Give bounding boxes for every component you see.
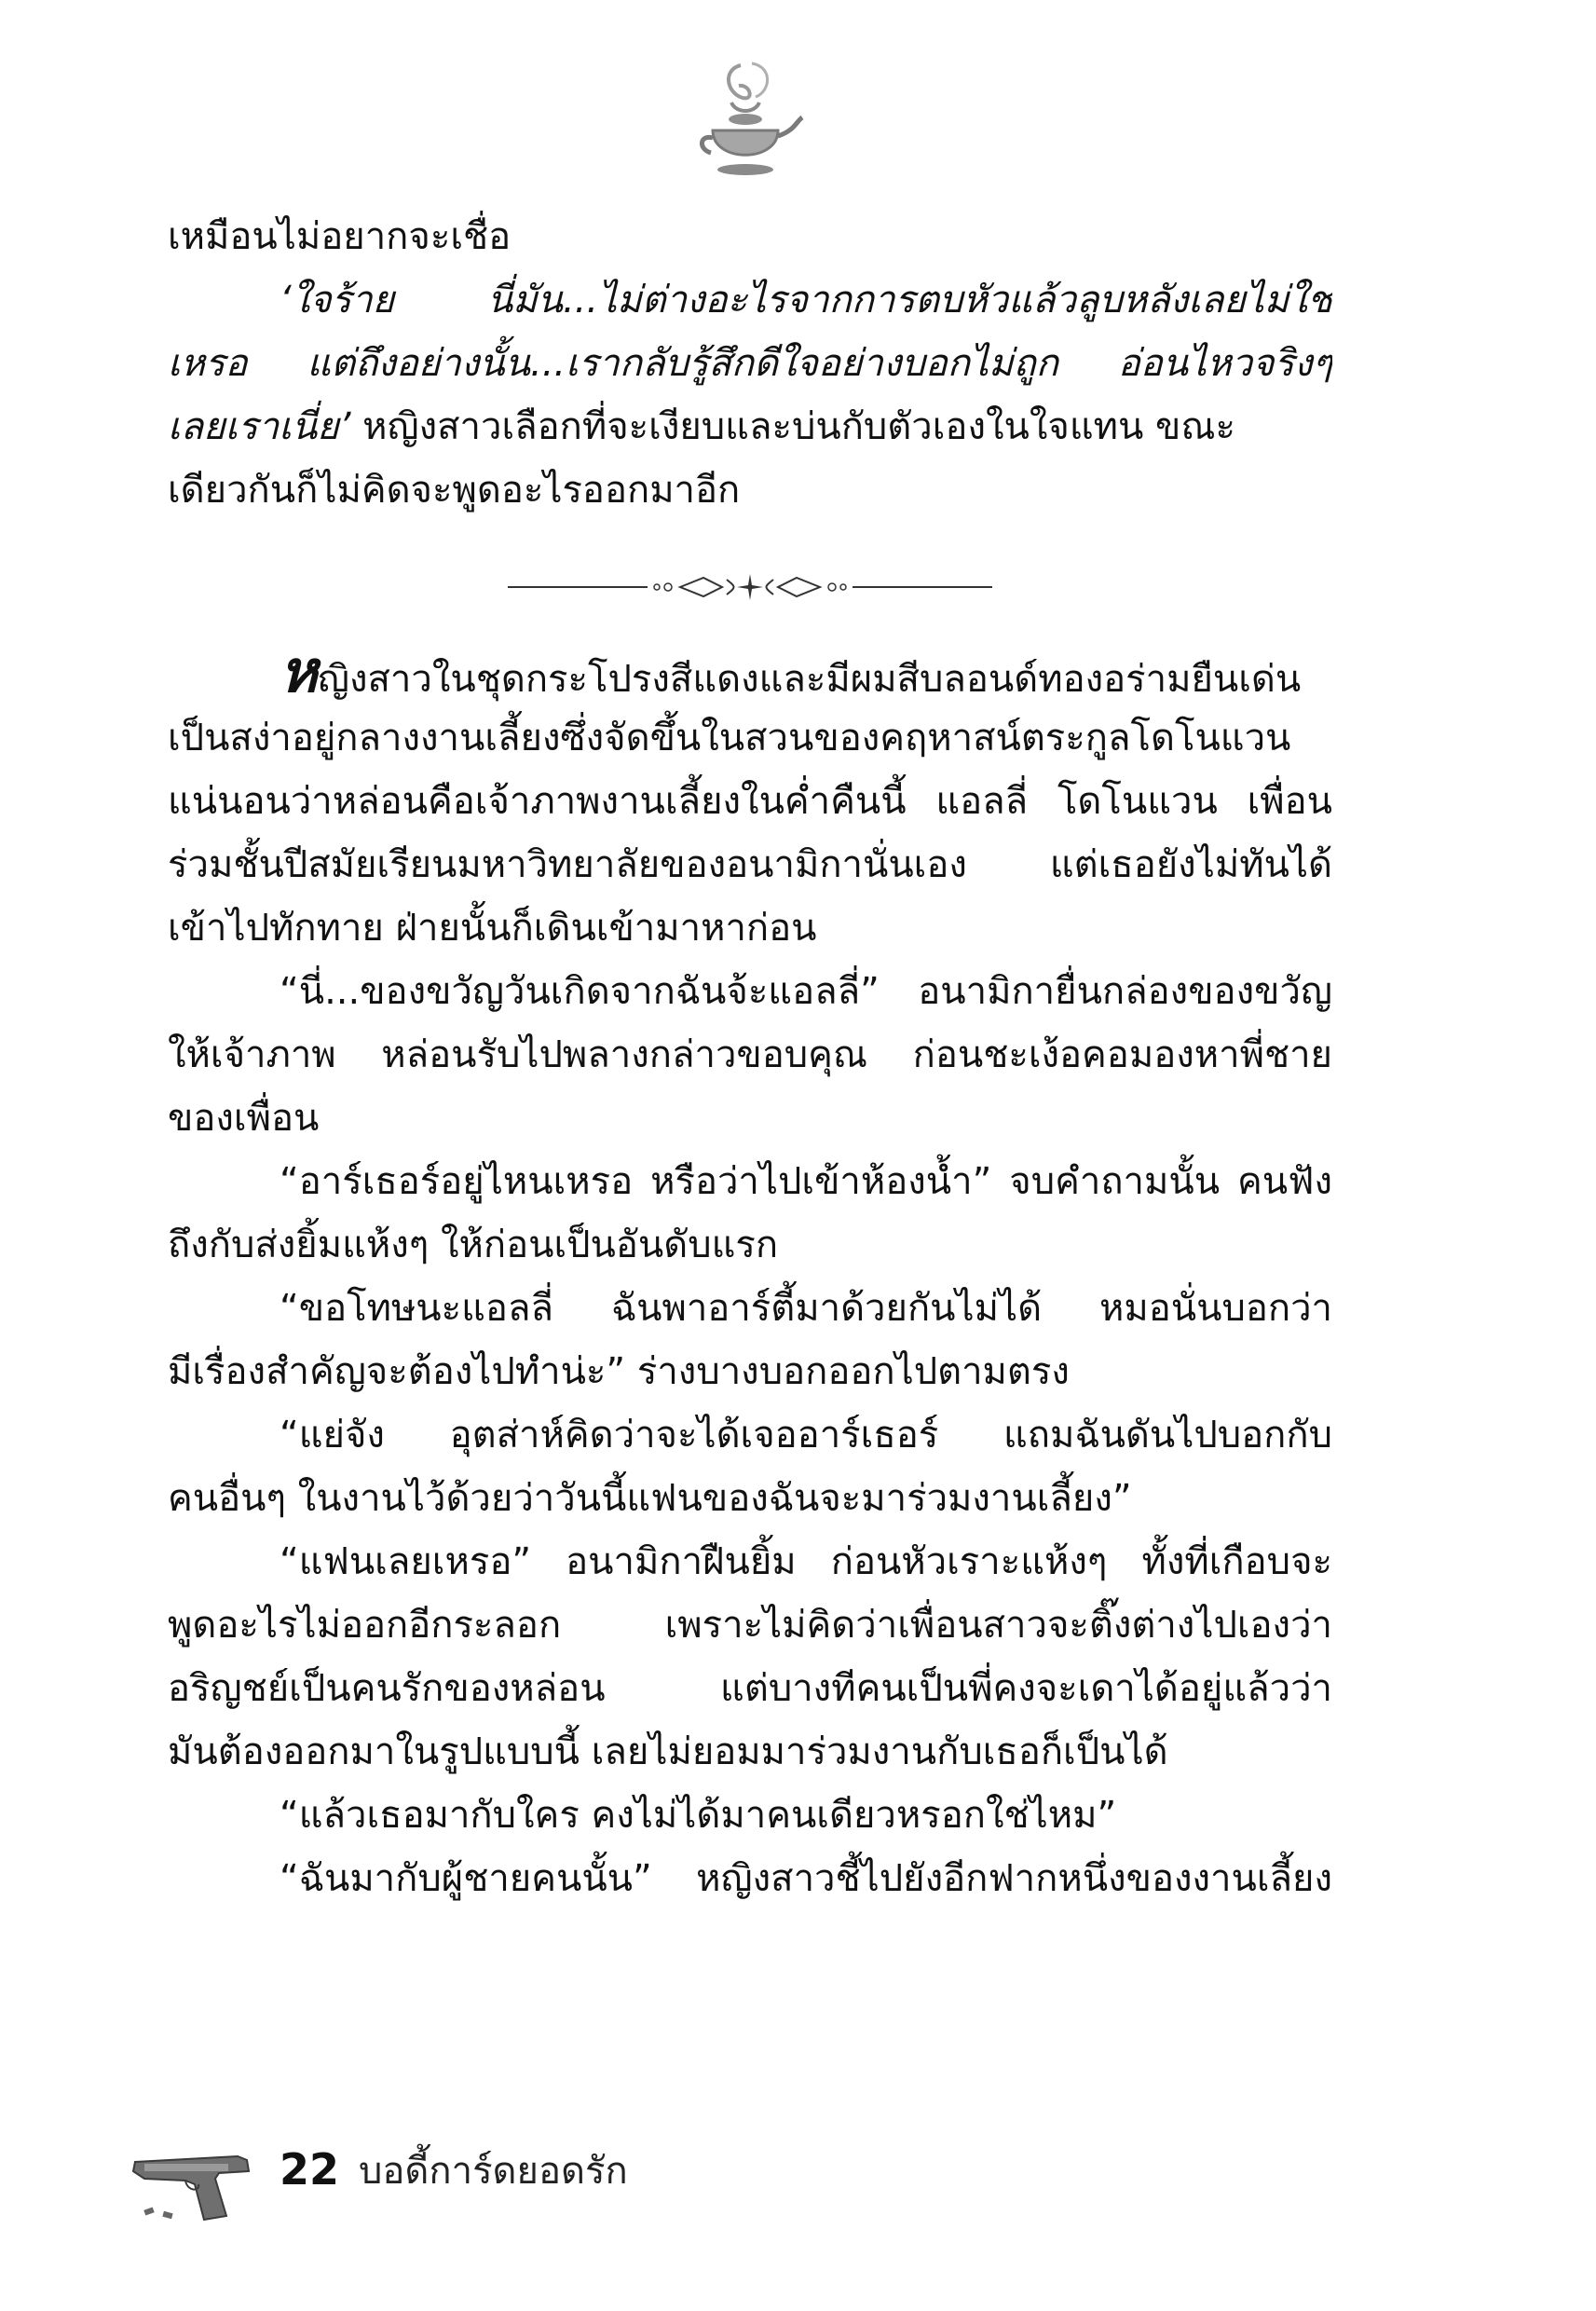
text-line: “อาร์เธอร์อยู่ไหนเหรอ หรือว่าไปเข้าห้องน้ำ” จบคำถามนั้น คนฟัง <box>280 1160 1332 1203</box>
text-line: อริญชย์เป็นคนรักของหล่อน แต่บางทีคนเป็นพี่คงจะเดาได้อยู่แล้วว่า <box>168 1667 1332 1710</box>
narration: หญิงสาวเลือกที่จะเงียบและบ่นกับตัวเองในใจแทน ขณะ <box>350 405 1235 448</box>
text-line: เดียวกันก็ไม่คิดจะพูดอะไรออกมาอีก <box>168 469 741 512</box>
text-line: “แฟนเลยเหรอ” อนามิกาฝืนยิ้ม ก่อนหัวเราะแห้งๆ ทั้งที่เกือบจะ <box>280 1540 1332 1583</box>
thought-end: เลยเราเนี่ย’ <box>168 405 351 448</box>
text-line: “นี่...ของขวัญวันเกิดจากฉันจ้ะแอลลี่” อนามิกายื่นกล่องของขวัญ <box>280 970 1332 1013</box>
section-divider <box>508 568 992 606</box>
pistol-icon <box>126 2143 266 2227</box>
text-line: ให้เจ้าภาพ หล่อนรับไปพลางกล่าวขอบคุณ ก่อนชะเง้อคอมองหาพี่ชาย <box>168 1033 1332 1076</box>
text-line: เป็นสง่าอยู่กลางงานเลี้ยงซึ่งจัดขึ้นในสวนของคฤหาสน์ตระกูลโดโนแวน <box>168 717 1291 759</box>
text-line: เข้าไปทักทาย ฝ่ายนั้นก็เดินเข้ามาหาก่อน <box>168 907 817 950</box>
book-title: บอดี้การ์ดยอดรัก <box>359 2150 628 2193</box>
text-line: “แล้วเธอมากับใคร คงไม่ได้มาคนเดียวหรอกใช่ไหม” <box>280 1794 1117 1837</box>
text-line: “ขอโทษนะแอลลี่ ฉันพาอาร์ตี้มาด้วยกันไม่ได้ หมอนั่นบอกว่า <box>280 1287 1332 1330</box>
text-line: ‘ใจร้าย นี่มัน...ไม่ต่างอะไรจากการตบหัวแล้วลูบหลังเลยไม่ใช่ <box>280 279 1332 321</box>
text-line: เหรอ แต่ถึงอย่างนั้น...เรากลับรู้สึกดีใจอย่างบอกไม่ถูก อ่อนไหวจริงๆ <box>168 342 1332 385</box>
line-rest: ญิงสาวในชุดกระโปรงสีแดงและมีผมสีบลอนด์ทองอร่ามยืนเด่น <box>317 658 1302 701</box>
text-line: คนอื่นๆ ในงานไว้ด้วยว่าวันนี้แฟนของฉันจะมาร่วมงานเลี้ยง” <box>168 1477 1132 1520</box>
page-body <box>168 205 1332 1910</box>
text-line <box>168 643 1332 706</box>
teapot-ornament-icon <box>685 56 806 196</box>
text-line: มันต้องออกมาในรูปแบบนี้ เลยไม่ยอมมาร่วมงานกับเธอก็เป็นได้ <box>168 1730 1168 1773</box>
text-line: มีเรื่องสำคัญจะต้องไปทำน่ะ” ร่างบางบอกออกไปตามตรง <box>168 1350 1070 1393</box>
text-line: “ฉันมากับผู้ชายคนนั้น” หญิงสาวชี้ไปยังอีกฟากหนึ่งของงานเลี้ยง <box>280 1857 1332 1900</box>
text-line: แน่นอนว่าหล่อนคือเจ้าภาพงานเลี้ยงในค่ำคืนนี้ แอลลี่ โดโนแวน เพื่อน <box>168 780 1332 823</box>
text-line: พูดอะไรไม่ออกอีกระลอก เพราะไม่คิดว่าเพื่อนสาวจะติ๊งต่างไปเองว่า <box>168 1604 1332 1647</box>
text-line: ร่วมชั้นปีสมัยเรียนมหาวิทยาลัยของอนามิกานั่นเอง แต่เธอยังไม่ทันได้ <box>168 843 1332 886</box>
drop-cap: ห <box>280 643 318 705</box>
page-number: 22 <box>280 2144 340 2195</box>
text-line: “แย่จัง อุตส่าห์คิดว่าจะได้เจออาร์เธอร์ แถมฉันดันไปบอกกับ <box>280 1414 1332 1456</box>
text-line: ถึงกับส่งยิ้มแห้งๆ ให้ก่อนเป็นอันดับแรก <box>168 1224 779 1266</box>
text-line <box>168 395 1332 458</box>
text-line: เหมือนไม่อยากจะเชื่อ <box>168 215 512 258</box>
text-line: ของเพื่อน <box>168 1097 320 1140</box>
